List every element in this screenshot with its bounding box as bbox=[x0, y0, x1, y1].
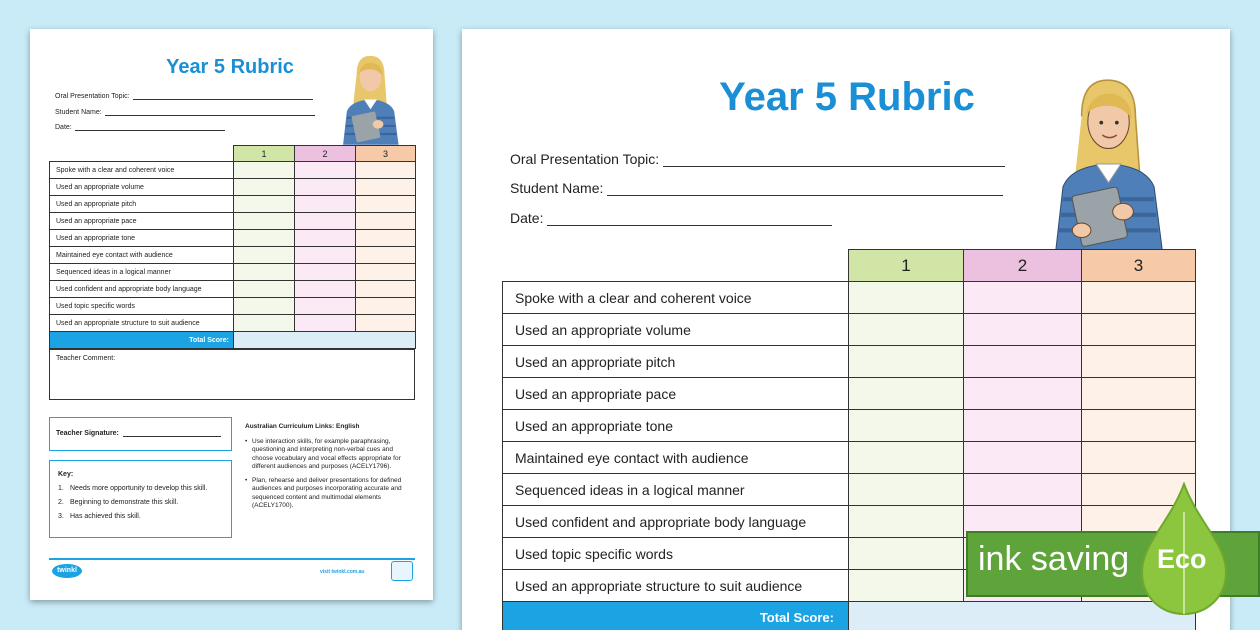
eco-label: Eco bbox=[1157, 544, 1207, 574]
criterion-label: Maintained eye contact with audience bbox=[50, 247, 234, 264]
teacher-illustration bbox=[1040, 75, 1175, 251]
score-cell-3[interactable] bbox=[1082, 282, 1196, 314]
key-item-3: 3. Has achieved this skill. bbox=[58, 513, 141, 520]
score-cell-1[interactable] bbox=[234, 179, 295, 196]
score-cell-2[interactable] bbox=[964, 346, 1082, 378]
signature-line[interactable] bbox=[123, 436, 221, 437]
score-cell-2[interactable] bbox=[295, 247, 356, 264]
score-cell-2[interactable] bbox=[295, 162, 356, 179]
key-box bbox=[49, 460, 232, 538]
score-cell-2[interactable] bbox=[964, 410, 1082, 442]
score-cell-3[interactable] bbox=[356, 213, 416, 230]
topic-line bbox=[663, 166, 1005, 167]
score-cell-1[interactable] bbox=[849, 538, 964, 570]
total-score-cell[interactable] bbox=[234, 332, 416, 349]
ink-saving-text: ink saving bbox=[978, 540, 1130, 578]
criterion-label: Used an appropriate pitch bbox=[50, 196, 234, 213]
score-cell-1[interactable] bbox=[234, 213, 295, 230]
key-item-1: 1. Needs more opportunity to develop this skill. bbox=[58, 485, 208, 492]
rubric-preview-small bbox=[30, 29, 433, 600]
curriculum-item-1: • Use interaction skills, for example paraphrasing, questioning and interpreting non-verbal cues and choose vocabulary and vocal effects appropriate for different audiences and purposes (ACELY1796). bbox=[245, 438, 410, 472]
column-header-2: 2 bbox=[295, 146, 356, 162]
date-line bbox=[75, 130, 225, 131]
score-cell-2[interactable] bbox=[295, 230, 356, 247]
score-cell-2[interactable] bbox=[295, 264, 356, 281]
curriculum-title: Australian Curriculum Links: English bbox=[245, 423, 360, 430]
score-cell-1[interactable] bbox=[234, 162, 295, 179]
teacher-signature-label: Teacher Signature: bbox=[56, 430, 119, 437]
score-cell-1[interactable] bbox=[234, 298, 295, 315]
score-cell-1[interactable] bbox=[849, 378, 964, 410]
score-cell-2[interactable] bbox=[964, 474, 1082, 506]
column-header-3: 3 bbox=[1082, 250, 1196, 282]
criterion-label: Used an appropriate volume bbox=[50, 179, 234, 196]
score-cell-2[interactable] bbox=[964, 282, 1082, 314]
score-cell-3[interactable] bbox=[1082, 346, 1196, 378]
score-cell-2[interactable] bbox=[295, 213, 356, 230]
score-cell-3[interactable] bbox=[356, 315, 416, 332]
criterion-label: Sequenced ideas in a logical manner bbox=[503, 474, 849, 506]
criterion-label: Used an appropriate structure to suit audience bbox=[50, 315, 234, 332]
page-title: Year 5 Rubric bbox=[166, 56, 294, 78]
student-label: Student Name: bbox=[55, 109, 102, 116]
curriculum-item-2: • Plan, rehearse and deliver presentations for defined audiences and purposes incorporating accurate and sequenced content and multimodal elements (ACELY1700). bbox=[245, 477, 410, 511]
total-score-label: Total Score: bbox=[50, 332, 234, 349]
score-cell-3[interactable] bbox=[356, 247, 416, 264]
score-cell-1[interactable] bbox=[234, 230, 295, 247]
column-header-1: 1 bbox=[849, 250, 964, 282]
score-cell-1[interactable] bbox=[849, 570, 964, 602]
score-cell-1[interactable] bbox=[849, 282, 964, 314]
criterion-label: Used an appropriate tone bbox=[50, 230, 234, 247]
score-cell-1[interactable] bbox=[234, 264, 295, 281]
score-cell-2[interactable] bbox=[295, 196, 356, 213]
empty-corner bbox=[503, 250, 849, 282]
teacher-signature-box bbox=[49, 417, 232, 451]
score-cell-1[interactable] bbox=[849, 506, 964, 538]
score-cell-3[interactable] bbox=[1082, 378, 1196, 410]
score-cell-2[interactable] bbox=[295, 298, 356, 315]
student-line bbox=[607, 195, 1003, 196]
criterion-label: Sequenced ideas in a logical manner bbox=[50, 264, 234, 281]
score-cell-3[interactable] bbox=[356, 298, 416, 315]
score-cell-1[interactable] bbox=[849, 314, 964, 346]
criterion-label: Spoke with a clear and coherent voice bbox=[50, 162, 234, 179]
score-cell-3[interactable] bbox=[356, 162, 416, 179]
score-cell-1[interactable] bbox=[234, 247, 295, 264]
score-cell-3[interactable] bbox=[1082, 442, 1196, 474]
score-cell-2[interactable] bbox=[964, 442, 1082, 474]
date-line bbox=[547, 225, 832, 226]
topic-field bbox=[55, 93, 313, 100]
score-cell-2[interactable] bbox=[964, 378, 1082, 410]
topic-label: Oral Presentation Topic: bbox=[510, 151, 660, 167]
score-cell-3[interactable] bbox=[356, 264, 416, 281]
date-label: Date: bbox=[510, 210, 544, 226]
student-label: Student Name: bbox=[510, 180, 604, 196]
topic-label: Oral Presentation Topic: bbox=[55, 93, 130, 100]
criterion-label: Used an appropriate tone bbox=[503, 410, 849, 442]
key-item-2: 2. Beginning to demonstrate this skill. bbox=[58, 499, 179, 506]
criterion-label: Used an appropriate pitch bbox=[503, 346, 849, 378]
key-title: Key: bbox=[58, 471, 74, 478]
criterion-label: Spoke with a clear and coherent voice bbox=[503, 282, 849, 314]
badge-icon bbox=[391, 561, 413, 581]
score-cell-1[interactable] bbox=[849, 410, 964, 442]
score-cell-3[interactable] bbox=[356, 179, 416, 196]
criterion-label: Used an appropriate pace bbox=[503, 378, 849, 410]
empty-corner bbox=[50, 146, 234, 162]
column-header-1: 1 bbox=[234, 146, 295, 162]
score-cell-3[interactable] bbox=[356, 281, 416, 298]
total-score-label: Total Score: bbox=[503, 602, 849, 630]
score-cell-3[interactable] bbox=[356, 230, 416, 247]
score-cell-1[interactable] bbox=[849, 442, 964, 474]
date-field bbox=[510, 210, 832, 226]
teacher-illustration bbox=[335, 53, 405, 145]
rubric-table bbox=[49, 145, 416, 349]
criterion-label: Used an appropriate volume bbox=[503, 314, 849, 346]
score-cell-2[interactable] bbox=[295, 281, 356, 298]
student-field bbox=[55, 109, 315, 116]
criterion-label: Used topic specific words bbox=[50, 298, 234, 315]
teacher-comment-box[interactable] bbox=[49, 349, 415, 400]
topic-field bbox=[510, 151, 1005, 167]
curriculum-links bbox=[245, 423, 410, 516]
score-cell-2[interactable] bbox=[295, 315, 356, 332]
score-cell-1[interactable] bbox=[849, 474, 964, 506]
criterion-label: Used an appropriate pace bbox=[50, 213, 234, 230]
key-list bbox=[58, 485, 223, 520]
date-label: Date: bbox=[55, 124, 72, 131]
student-line bbox=[105, 115, 315, 116]
score-cell-3[interactable] bbox=[356, 196, 416, 213]
score-cell-2[interactable] bbox=[295, 179, 356, 196]
page-title: Year 5 Rubric bbox=[719, 75, 975, 119]
twinkl-logo[interactable]: twinkl bbox=[52, 564, 82, 578]
column-header-3: 3 bbox=[356, 146, 416, 162]
topic-line bbox=[133, 99, 313, 100]
footer-url[interactable]: visit twinkl.com.au bbox=[320, 569, 365, 575]
criterion-label: Used an appropriate structure to suit audience bbox=[503, 570, 849, 602]
column-header-2: 2 bbox=[964, 250, 1082, 282]
score-cell-3[interactable] bbox=[1082, 410, 1196, 442]
criterion-label: Used confident and appropriate body language bbox=[503, 506, 849, 538]
criterion-label: Used topic specific words bbox=[503, 538, 849, 570]
teacher-comment-label: Teacher Comment: bbox=[56, 355, 116, 362]
date-field bbox=[55, 124, 225, 131]
score-cell-1[interactable] bbox=[849, 346, 964, 378]
score-cell-1[interactable] bbox=[234, 281, 295, 298]
score-cell-1[interactable] bbox=[234, 196, 295, 213]
score-cell-2[interactable] bbox=[964, 314, 1082, 346]
criterion-label: Used confident and appropriate body language bbox=[50, 281, 234, 298]
score-cell-3[interactable] bbox=[1082, 314, 1196, 346]
footer-divider bbox=[49, 558, 415, 560]
criterion-label: Maintained eye contact with audience bbox=[503, 442, 849, 474]
score-cell-1[interactable] bbox=[234, 315, 295, 332]
student-field bbox=[510, 180, 1003, 196]
